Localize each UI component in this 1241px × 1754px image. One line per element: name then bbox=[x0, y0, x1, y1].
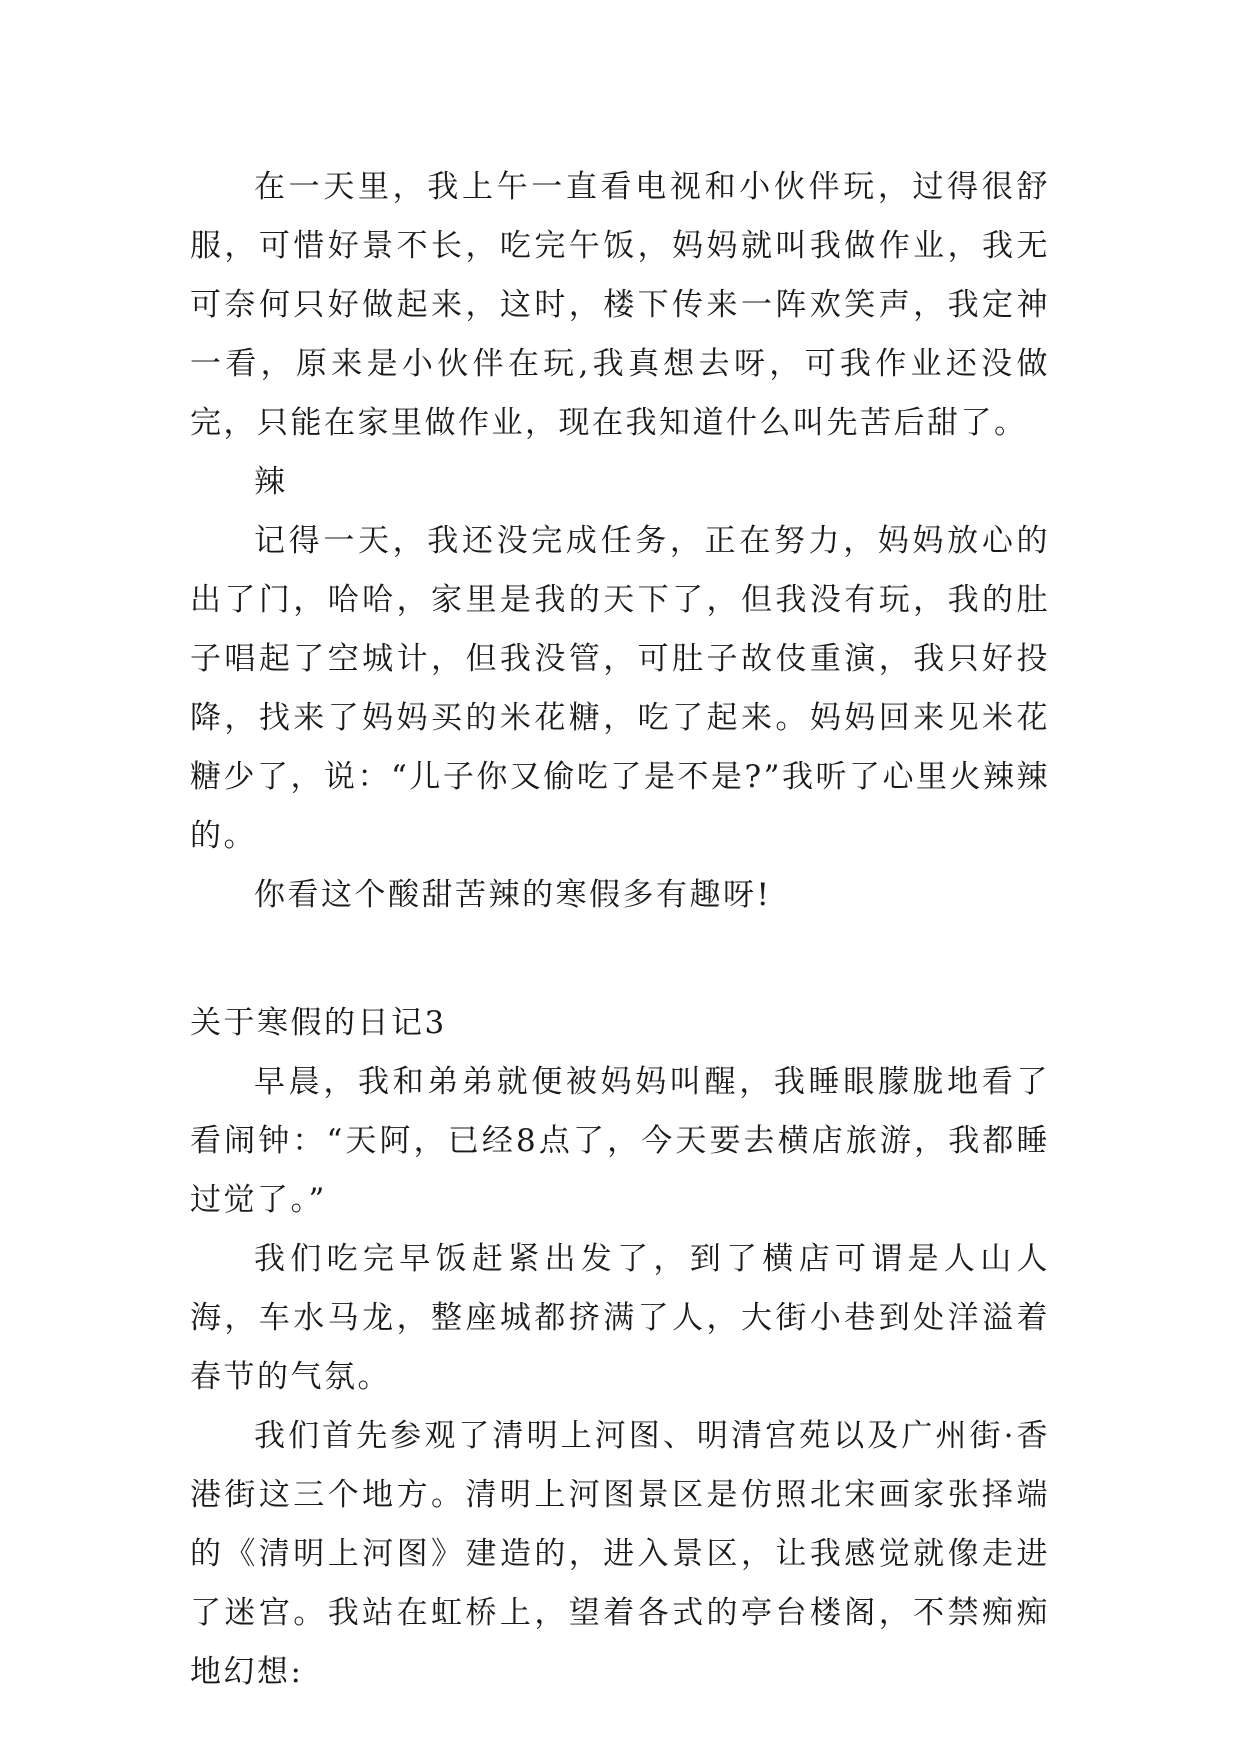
diary-title: 关于寒假的日记3 bbox=[190, 1005, 447, 1041]
paragraph-sightseeing: 我们首先参观了清明上河图、明清宫苑以及广州街·香港街这三个地方。清明上河图景区是仿照北宋画家张择端的《清明上河图》建造的，进入景区，让我感觉就像走进了迷宫。我站在虹桥上，望着各式的亭台楼阁，不禁痴痴地幻想: bbox=[190, 1418, 1050, 1690]
paragraph-morning: 早晨，我和弟弟就便被妈妈叫醒，我睡眼朦胧地看了看闹钟：“天阿，已经8点了，今天要去横店旅游，我都睡过觉了。” bbox=[190, 1064, 1050, 1218]
paragraph-hengdian: 我们吃完早饭赶紧出发了，到了横店可谓是人山人海，车水马龙，整座城都挤满了人，大街小巷到处洋溢着春节的气氛。 bbox=[190, 1241, 1050, 1395]
paragraph-conclusion: 你看这个酸甜苦辣的寒假多有趣呀! bbox=[254, 877, 772, 913]
document-body bbox=[190, 158, 1050, 1702]
subheading-spicy: 辣 bbox=[254, 464, 288, 500]
paragraph-spicy: 记得一天，我还没完成任务，正在努力，妈妈放心的出了门，哈哈，家里是我的天下了，但我没有玩，我的肚子唱起了空城计，但我没管，可肚子故伎重演，我只好投降，找来了妈妈买的米花糖，吃了起来。妈妈回来见米花糖少了，说：“儿子你又偷吃了是不是?”我听了心里火辣辣的。 bbox=[190, 523, 1050, 854]
paragraph-sweet-bitter: 在一天里，我上午一直看电视和小伙伴玩，过得很舒服，可惜好景不长，吃完午饭，妈妈就叫我做作业，我无可奈何只好做起来，这时，楼下传来一阵欢笑声，我定神一看，原来是小伙伴在玩,我真想去呀，可我作业还没做完，只能在家里做作业，现在我知道什么叫先苦后甜了。 bbox=[190, 169, 1050, 441]
